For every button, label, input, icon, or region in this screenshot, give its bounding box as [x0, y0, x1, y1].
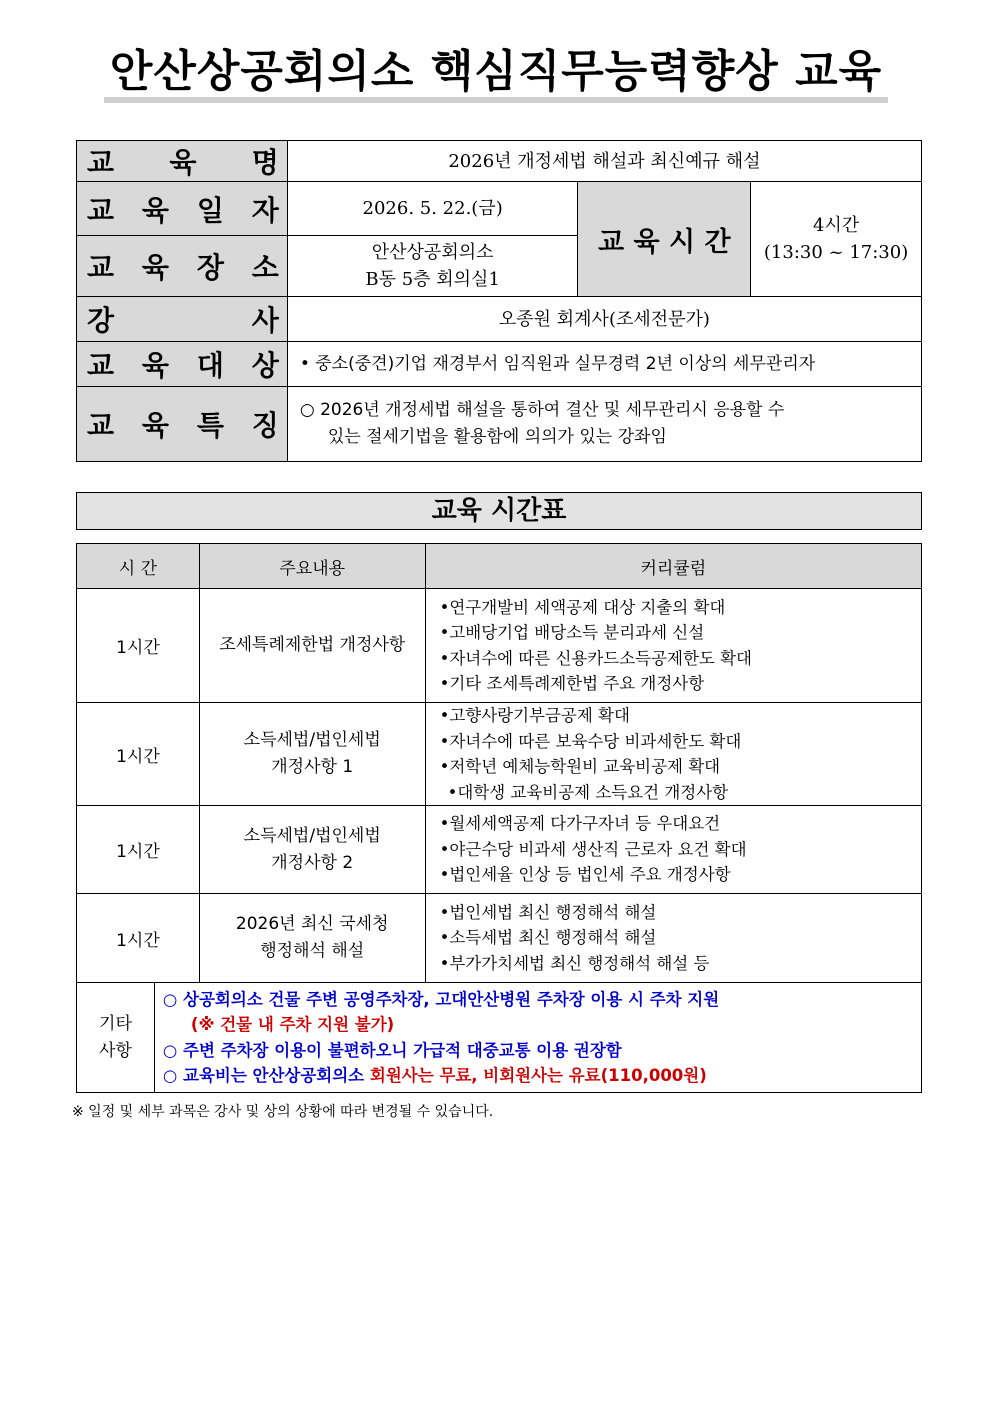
table-row: 1시간 조세특례제한법 개정사항 •연구개발비 세액공제 대상 지출의 확대 •고배당기업 배당소득 분리과세 신설 •자녀수에 따른 신용카드소득공제한도 확대 •기타 조세특례제한법 주요 개정사항	[77, 589, 922, 703]
feature-value: ○ 2026년 개정세법 해설을 통하여 결산 및 세무관리시 응용할 수 있는 절세기법을 활용함에 의의가 있는 강좌임	[287, 387, 921, 462]
header-time: 시 간	[77, 544, 200, 589]
misc-content: ○ 상공회의소 건물 주변 공영주차장, 고대안산병원 주차장 이용 시 주차 지원 (※ 건물 내 주차 지원 불가) ○ 주변 주차장 이용이 불편하오니 가급적 대중교통 이용 권장함 ○ 교육비는 안산상공회의소 회원사는 무료, 비회원사는 유료(110,000원)	[154, 983, 921, 1093]
date-label: 교 육 일 자	[77, 182, 288, 236]
header-curriculum: 커리큘럼	[425, 544, 921, 589]
table-row: 1시간 2026년 최신 국세청 행정해석 해설 •법인세법 최신 행정해석 해설 •소득세법 최신 행정해석 해설 •부가가치세법 최신 행정해석 해설 등	[77, 894, 922, 983]
target-value: • 중소(중견)기업 재경부서 임직원과 실무경력 2년 이상의 세무관리자	[287, 342, 921, 387]
name-value: 2026년 개정세법 해설과 최신예규 해설	[287, 141, 921, 182]
table-row: 1시간 소득세법/법인세법 개정사항 1 •고향사랑기부금공제 확대 •자녀수에 따른 보육수당 비과세한도 확대 •저학년 예체능학원비 교육비공제 확대 •대학생 교육비공제 소득요건 개정사항	[77, 703, 922, 806]
table-row: 1시간 소득세법/법인세법 개정사항 2 •월세세액공제 다가구자녀 등 우대요건 •야근수당 비과세 생산직 근로자 요건 확대 •법인세율 인상 등 법인세 주요 개정사항	[77, 806, 922, 894]
lecturer-label: 강 사	[77, 297, 288, 342]
place-value: 안산상공회의소 B동 5층 회의실1	[287, 236, 578, 297]
time-value: 4시간 (13:30 ~ 17:30)	[751, 182, 922, 297]
target-label: 교 육 대 상	[77, 342, 288, 387]
misc-label: 기타 사항	[77, 983, 155, 1093]
time-label: 교 육 시 간	[578, 182, 751, 297]
page-title: 안산상공회의소 핵심직무능력향상 교육	[109, 46, 883, 97]
misc-row	[77, 983, 922, 1093]
schedule-title: 교육 시간표	[76, 492, 922, 530]
name-label: 교 육 명	[77, 141, 288, 182]
info-table	[76, 140, 922, 462]
lecturer-value: 오종원 회계사(조세전문가)	[287, 297, 921, 342]
place-label: 교 육 장 소	[77, 236, 288, 297]
footnote: ※ 일정 및 세부 과목은 강사 및 상의 상황에 따라 변경될 수 있습니다.	[72, 1104, 494, 1120]
date-value: 2026. 5. 22.(금)	[287, 182, 578, 236]
schedule-table	[76, 543, 922, 1093]
title-underline	[104, 97, 888, 103]
feature-label: 교 육 특 징	[77, 387, 288, 462]
header-main: 주요내용	[199, 544, 425, 589]
